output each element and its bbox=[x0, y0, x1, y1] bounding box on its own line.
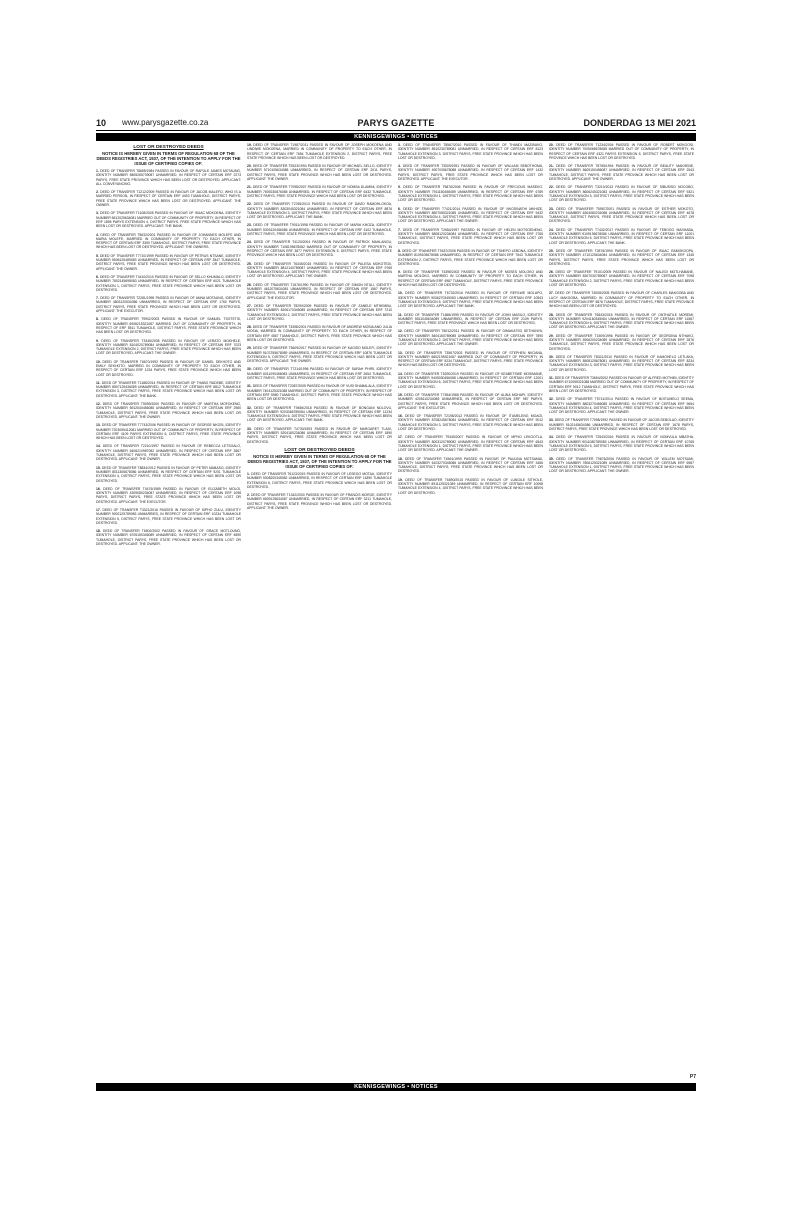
notice-columns bbox=[96, 143, 696, 1081]
notice-text: DEED OF TRANSFER T8765/1994 PASSED IN FAVOUR OF BEAUTY MAKHENE, IDENTITY NUMBER 5609150456087 UNMARRIED, IN RESPECT OF CERTAIN ERF 2543 TUMAHOLE, DISTRICT PARYS, FREE STATE PROVINCE WHICH HAS BEEN LOST OR DESTROYED. APPLICANT: THE OWNER. bbox=[549, 164, 694, 182]
notice-text: DEED OF TRANSFER T8567/2010 PASSED IN FAVOUR OF THANDI MAZIBUKO, IDENTITY NUMBER 8510230789081 UNMARRIED, IN RESPECT OF CERTAIN ERF 8123 TUMAHOLE EXTENSION 3, DISTRICT PARYS, FREE STATE PROVINCE WHICH HAS BEEN LOST OR DESTROYED. bbox=[398, 143, 543, 160]
notice-item bbox=[247, 304, 392, 321]
notice-item bbox=[247, 223, 392, 236]
notice-item bbox=[398, 329, 543, 346]
notice-number: 30. bbox=[247, 367, 252, 372]
notice-text: DEED OF TRANSFER T9902/2003 PASSED IN FAVOUR OF SAMUEL TSOTETSI, IDENTITY NUMBER 6908215321087 MARRIED OUT OF COMMUNITY OF PROPERTY, IN RESPECT OF ERF 5511 TUMAHOLE, DISTRICT PARYS, FREE STATE PROVINCE WHICH HAS BEEN LOST OR DESTROYED. bbox=[96, 317, 241, 335]
notice-text: DEED OF TRANSFER T1987/2011 PASSED IN FAVOUR OF JOSEPH MOKOENA AND LINDIWE MOKOENA, MARRIED IN COMMUNITY OF PROPERTY TO EACH OTHER, IN RESPECT OF CERTAIN ERF 7654 TUMAHOLE EXTENSION 2, DISTRICT PARYS, FREE STATE PROVINCE WHICH HAS BEEN LOST OR DESTROYED. bbox=[247, 143, 392, 160]
notice-number: 9. bbox=[398, 270, 401, 275]
notice-item bbox=[549, 207, 694, 224]
notice-item bbox=[398, 185, 543, 202]
notice-item bbox=[247, 384, 392, 401]
notice-item bbox=[96, 211, 241, 228]
notice-number: 8. bbox=[398, 248, 401, 253]
notice-number: 27. bbox=[549, 291, 554, 296]
notice-number: 1. bbox=[247, 471, 250, 476]
notice-item bbox=[96, 402, 241, 419]
notice-number: 17. bbox=[96, 508, 101, 512]
notice-item bbox=[96, 423, 241, 440]
notice-text: DEED OF TRANSFER T5741/2014 PASSED IN FAVOUR OF BOITUMELO SEEMA, IDENTITY NUMBER 8803270456085 UNMARRIED, IN RESPECT OF CERTAIN ERF 9654 TUMAHOLE EXTENSION 4, DISTRICT PARYS, FREE STATE PROVINCE WHICH HAS BEEN LOST OR DESTROYED. APPLICANT: THE OWNER. bbox=[549, 397, 694, 415]
notice-text: DEED OF TRANSFER T9456/2018 PASSED IN FAVOUR OF BONGANI NDLOVU, IDENTITY NUMBER 9203065789084 UNMARRIED, IN RESPECT OF CERTAIN ERF 11234 TUMAHOLE EXTENSION 6, DISTRICT PARYS, FREE STATE PROVINCE WHICH HAS BEEN LOST OR DESTROYED. APPLICANT: THE BANK. bbox=[247, 405, 392, 423]
notice-text: DEED OF TRANSFER T3345/2008 PASSED IN FAVOUR OF LERATO MOKHELE, IDENTITY NUMBER 8104020789084 UNMARRIED, IN RESPECT OF CERTAIN ERF 7023 TUMAHOLE EXTENSION 2, DISTRICT PARYS, FREE STATE PROVINCE WHICH HAS BEEN LOST OR DESTROYED. APPLICANT: THE OWNER. bbox=[96, 338, 241, 356]
notice-column bbox=[96, 143, 241, 1081]
notice-item bbox=[247, 493, 392, 510]
notice-item bbox=[398, 313, 543, 326]
notice-text: DEED OF TRANSFER T5099/2000 PASSED IN FAVOUR OF MARTHA MOFOKENG, IDENTITY NUMBER 5912040456085 UNMARRIED, IN RESPECT OF CERTAIN ERF 2980 TUMAHOLE, DISTRICT PARYS, FREE STATE PROVINCE WHICH HAS BEEN LOST OR DESTROYED. APPLICANT: THE OWNER. bbox=[96, 402, 241, 419]
notice-item bbox=[96, 296, 241, 313]
notice-number: 5. bbox=[96, 253, 99, 258]
notice-number: 29. bbox=[549, 333, 554, 338]
notice-text: DEED OF TRANSFER T6890/2015 PASSED IN FAVOUR OF LUNGILE SITHOLE, IDENTITY NUMBER 8911125321089 UNMARRIED, IN RESPECT OF CERTAIN ERF 10098 TUMAHOLE EXTENSION 4, DISTRICT PARYS, FREE STATE PROVINCE WHICH HAS BEEN LOST OR DESTROYED. bbox=[398, 477, 543, 495]
notice-heading-subtitle: NOTICE IS HEREBY GIVEN IN TERMS OF REGULATION 68 OF THE DEEDS REGISTRIES ACT, 1937, OF THE INTENTION TO APPLY FOR THE ISSUE OF CERTIFIED COPIES OF: bbox=[96, 151, 241, 166]
notice-number: 3. bbox=[96, 211, 99, 216]
issue-date: DONDERDAG 13 MEI 2021 bbox=[583, 118, 696, 128]
notice-item bbox=[398, 435, 543, 452]
notice-number: 31. bbox=[247, 384, 252, 389]
notice-number: 32. bbox=[247, 405, 252, 410]
notice-item bbox=[96, 275, 241, 292]
notice-number: 10. bbox=[398, 291, 403, 296]
notice-text: DEED OF TRANSFER T7743/2006 PASSED IN FAVOUR OF GEORGE NKOSI, IDENTITY NUMBER 7203055412081 MARRIED OUT OF COMMUNITY OF PROPERTY, IN RESPECT OF CERTAIN ERF 4109 PARYS EXTENSION 6, DISTRICT PARYS, FREE STATE PROVINCE WHICH HAS BEEN LOST OR DESTROYED. bbox=[96, 423, 241, 441]
notice-text: DEED OF TRANSFER T4561/1999 PASSED IN FAVOUR OF PAULINA MOTSAMAI, IDENTITY NUMBER 6103270345086 UNMARRIED, IN RESPECT OF CERTAIN ERF 3456 TUMAHOLE, DISTRICT PARYS, FREE STATE PROVINCE WHICH HAS BEEN LOST OR DESTROYED. bbox=[398, 456, 543, 474]
notice-text: DEED OF TRANSFER T6670/1992 PASSED IN FAVOUR OF DANIEL SEKHOTO AND EMILY SEKHOTO, MARRIED IN COMMUNITY OF PROPERTY TO EACH OTHER, IN RESPECT OF CERTAIN ERF 1234 PARYS, FREE STATE PROVINCE WHICH HAS BEEN LOST OR DESTROYED. bbox=[96, 359, 241, 377]
notice-number: 5. bbox=[398, 185, 401, 190]
notice-item bbox=[549, 164, 694, 181]
notice-number: 18. bbox=[398, 456, 403, 461]
notice-number: 17. bbox=[398, 435, 403, 440]
notice-number: 27. bbox=[247, 303, 252, 308]
notice-item bbox=[549, 355, 694, 372]
notice-number: 3. bbox=[398, 143, 401, 147]
notice-text: DEED OF TRANSFER T3321/2016 PASSED IN FAVOUR OF SIPHO ZULU, IDENTITY NUMBER 9002125789083 UNMARRIED, IN RESPECT OF CERTAIN ERF 10234 TUMAHOLE EXTENSION 5, DISTRICT PARYS, FREE STATE PROVINCE WHICH HAS BEEN LOST OR DESTROYED. bbox=[96, 508, 241, 525]
notice-item bbox=[96, 529, 241, 546]
notice-number: 2. bbox=[247, 493, 250, 498]
notice-text: DEED OF TRANSFER T7098/1992 PASSED IN FAVOUR OF JACOB SEBOLAO, IDENTITY NUMBER 5102145634086 UNMARRIED, IN RESPECT OF CERTAIN ERF 1678 PARYS, DISTRICT PARYS, FREE STATE PROVINCE WHICH HAS BEEN LOST OR DESTROYED. bbox=[549, 418, 694, 432]
notice-item bbox=[398, 372, 543, 389]
notice-number: 4. bbox=[96, 232, 99, 237]
section-label-bottom: KENNISGEWINGS • NOTICES bbox=[96, 1083, 696, 1091]
notice-item bbox=[247, 185, 392, 198]
notice-number: 2. bbox=[96, 190, 99, 195]
notice-number: 35. bbox=[549, 456, 554, 461]
notice-text: DEED OF TRANSFER T6502/2002 PASSED IN FAVOUR OF GRACE MOTLOUNG, IDENTITY NUMBER 6705150345089 UNMARRIED, IN RESPECT OF CERTAIN ERF 4890 TUMAHOLE, DISTRICT PARYS, FREE STATE PROVINCE WHICH HAS BEEN LOST OR DESTROYED. APPLICANT: THE OWNER. bbox=[96, 529, 241, 547]
page-reference: P7 bbox=[689, 1074, 696, 1080]
notice-item bbox=[398, 207, 543, 224]
notice-number: 6. bbox=[398, 206, 401, 211]
notice-number: 14. bbox=[96, 444, 101, 449]
notice-number: 30. bbox=[549, 354, 554, 359]
notice-item bbox=[398, 351, 543, 368]
notice-text: DEED OF TRANSFER T2876/1990 PASSED IN FAVOUR OF ISAAC RAMOKGOPA, IDENTITY NUMBER 4710125634084 UNMARRIED, IN RESPECT OF CERTAIN ERF 1345 PARYS, DISTRICT PARYS, FREE STATE PROVINCE WHICH HAS BEEN LOST OR DESTROYED. bbox=[549, 248, 694, 266]
notice-item bbox=[398, 228, 543, 245]
notice-number: 28. bbox=[247, 325, 252, 330]
notice-number: 20. bbox=[247, 164, 252, 169]
notice-text: DEED OF TRANSFER T8655/1984 PASSED IN FAVOUR OF RAPULE JAMES MOTAUNG, IDENTITY NUMBER 5805265739087 UNMARRIED, IN RESPECT OF CERTAIN ERF 2273 PARYS, FREE STATE PROVINCE WHICH HAS BEEN LOST OR DESTROYED. APPLICANT: ALL CONVEYANCING. bbox=[96, 169, 241, 186]
notice-text: DEED OF TRANSFER T3567/2003 PASSED IN FAVOUR OF STEPHEN NKOANA, IDENTITY NUMBER 6802195321087 MARRIED OUT OF COMMUNITY OF PROPERTY, IN RESPECT OF CERTAIN ERF 5234 TUMAHOLE, DISTRICT PARYS, FREE STATE PROVINCE WHICH HAS BEEN LOST OR DESTROYED. bbox=[398, 350, 543, 368]
notice-text: DEED OF TRANSFER T4120/2004 PASSED IN FAVOUR OF PATRICK MAHLANGU, IDENTITY NUMBER 7108195678082 MARRIED OUT OF COMMUNITY OF PROPERTY, IN RESPECT OF CERTAIN ERF 3877 PARYS EXTENSION 5, DISTRICT PARYS, FREE STATE PROVINCE WHICH HAS BEEN LOST OR DESTROYED. bbox=[247, 240, 392, 258]
notice-heading-subtitle: NOTICE IS HEREBY GIVEN IN TERMS OF REGULATION 68 OF THE DEEDS REGISTRIES ACT, 1937, OF THE INTENTION TO APPLY FOR THE ISSUE OF CERTIFIED COPIES OF: bbox=[247, 453, 392, 469]
notice-item bbox=[549, 397, 694, 414]
notice-number: 25. bbox=[247, 261, 252, 266]
notice-number: 7. bbox=[96, 296, 99, 301]
notice-text: DEED OF TRANSFER T1509/1996 PASSED IN FAVOUR OF GEORGINA NTHAKO, IDENTITY NUMBER 5906200234089 UNMARRIED, IN RESPECT OF CERTAIN ERF 2876 TUMAHOLE, DISTRICT PARYS, FREE STATE PROVINCE WHICH HAS BEEN LOST OR DESTROYED. bbox=[549, 333, 694, 351]
notice-text: DEED OF TRANSFER T9101/2009 PASSED IN FAVOUR OF NALEDI MOTLHABANE, IDENTITY NUMBER 8307030789087 UNMARRIED, IN RESPECT OF CERTAIN ERF 7098 TUMAHOLE EXTENSION 2, DISTRICT PARYS, FREE STATE PROVINCE WHICH HAS BEEN LOST OR DESTROYED. bbox=[549, 270, 694, 288]
notice-text: DEED OF TRANSFER T6543/2018 PASSED IN FAVOUR OF ONTHATILE MOREMI, IDENTITY NUMBER 9204160345084 UNMARRIED, IN RESPECT OF CERTAIN ERF 11567 TUMAHOLE EXTENSION 6, DISTRICT PARYS, FREE STATE PROVINCE WHICH HAS BEEN LOST OR DESTROYED. APPLICANT: THE OWNER. bbox=[549, 312, 694, 330]
notice-number: 11. bbox=[96, 380, 101, 385]
notice-column bbox=[549, 143, 694, 1081]
notice-item bbox=[549, 334, 694, 351]
notice-number: 28. bbox=[549, 312, 554, 317]
notice-number: 29. bbox=[247, 346, 252, 351]
notice-text: DEED OF TRANSFER T8290/2009 PASSED IN FAVOUR OF ZANELE MTHEMBU, IDENTITY NUMBER 8206170345085 UNMARRIED, IN RESPECT OF CERTAIN ERF 7210 TUMAHOLE EXTENSION 2, DISTRICT PARYS, FREE STATE PROVINCE WHICH HAS BEEN LOST OR DESTROYED. bbox=[247, 303, 392, 321]
notice-number: 1. bbox=[96, 169, 99, 173]
notice-text: DEED OF TRANSFER T7710/1999 PASSED IN FAVOUR OF PETRUS NTSANE, IDENTITY NUMBER 5506125489083 UNMARRIED, IN RESPECT OF CERTAIN ERF 2847 TUMAHOLE, DISTRICT PARYS, FREE STATE PROVINCE WHICH HAS BEEN LOST OR DESTROYED. APPLICANT: THE OWNER. bbox=[96, 253, 241, 271]
notice-text: DEED OF TRANSFER T9876/2006 PASSED IN FAVOUR OF WILLEM MOTSUMI, IDENTITY NUMBER 7806125321089 UNMARRIED, IN RESPECT OF CERTAIN ERF 6987 TUMAHOLE EXTENSION 1, DISTRICT PARYS, FREE STATE PROVINCE WHICH HAS BEEN LOST OR DESTROYED. APPLICANT: THE OWNER. bbox=[549, 456, 694, 474]
notice-text: DEED OF TRANSFER T1576/1990 PASSED IN FAVOUR OF SIMON NTULI, IDENTITY NUMBER 4612075634081 UNMARRIED, IN RESPECT OF CERTAIN ERF 1567 PARYS, DISTRICT PARYS, FREE STATE PROVINCE WHICH HAS BEEN LOST OR DESTROYED. APPLICANT: THE EXECUTOR. bbox=[247, 282, 392, 300]
notice-item bbox=[398, 270, 543, 287]
notice-item bbox=[247, 240, 392, 257]
notice-text: DEED OF TRANSFER T7432/2017 PASSED IN FAVOUR OF TEBOGO MASHABA, IDENTITY NUMBER 9109195678086 UNMARRIED, IN RESPECT OF CERTAIN ERF 11001 TUMAHOLE EXTENSION 5, DISTRICT PARYS, FREE STATE PROVINCE WHICH HAS BEEN LOST OR DESTROYED. APPLICANT: THE BANK. bbox=[549, 227, 694, 245]
notice-item bbox=[247, 346, 392, 363]
notice-number: 21. bbox=[549, 164, 554, 169]
notice-number: 26. bbox=[247, 282, 252, 287]
notice-item bbox=[96, 466, 241, 483]
notice-number: 16. bbox=[96, 486, 101, 491]
notice-text: DEED OF TRANSFER T1212/2009 PASSED IN FAVOUR OF JACOB MALEFO, WHO IS A MARRIED PERSON, IN RESPECT OF CERTAIN ERF 4453 TUMAHOLE, DISTRICT PARYS, FREE STATE PROVINCE WHICH HAS BEEN LOST OR DESTROYED. APPLICANT: THE OWNER. bbox=[96, 190, 241, 208]
notice-item bbox=[398, 143, 543, 160]
notice-item bbox=[96, 508, 241, 525]
notice-item bbox=[247, 283, 392, 300]
notice-number: 20. bbox=[549, 143, 554, 147]
notice-text: DEED OF TRANSFER T6732/2016 PASSED IN FAVOUR OF REFILWE MOLAPO, IDENTITY NUMBER 9006270345083 UNMARRIED, IN RESPECT OF CERTAIN ERF 10543 TUMAHOLE EXTENSION 5, DISTRICT PARYS, FREE STATE PROVINCE WHICH HAS BEEN LOST OR DESTROYED. APPLICANT: THE BANK. bbox=[398, 291, 543, 309]
notice-item bbox=[247, 427, 392, 444]
notice-number: 16. bbox=[398, 414, 403, 419]
notice-number: 18. bbox=[96, 529, 101, 534]
notice-item bbox=[96, 317, 241, 334]
notice-item bbox=[247, 202, 392, 219]
notice-text: DEED OF TRANSFER T2765/2013 PASSED IN FAVOUR OF DAVID RAMOHLOKOA, IDENTITY NUMBER 8303045321084 UNMARRIED, IN RESPECT OF CERTAIN ERF 8876 TUMAHOLE EXTENSION 3, DISTRICT PARYS, FREE STATE PROVINCE WHICH HAS BEEN LOST OR DESTROYED. APPLICANT: THE BANK. bbox=[247, 202, 392, 220]
notice-item bbox=[247, 406, 392, 423]
notice-text: DEED OF TRANSFER T9345/2007 PASSED IN FAVOUR OF MPHO LEKGOTLA, IDENTITY NUMBER 8003120789082 UNMARRIED, IN RESPECT OF CERTAIN ERF 6543 TUMAHOLE EXTENSION 1, DISTRICT PARYS, FREE STATE PROVINCE WHICH HAS BEEN LOST OR DESTROYED. APPLICANT: THE OWNER. bbox=[398, 435, 543, 453]
notice-item bbox=[247, 143, 392, 160]
notice-text: DEED OF TRANSFER T1865/1995 PASSED IN FAVOUR OF JOHN MASILO, IDENTITY NUMBER 5511045634089 UNMARRIED, IN RESPECT OF CERTAIN ERF 2109 PARYS, DISTRICT PARYS, FREE STATE PROVINCE WHICH HAS BEEN LOST OR DESTROYED. bbox=[398, 312, 543, 326]
notice-number: 31. bbox=[549, 376, 554, 381]
notice-text: DEED OF TRANSFER T7098/2007 PASSED IN FAVOUR OF NOMSA DLAMINI, IDENTITY NUMBER 7609230876085 UNMARRIED, IN RESPECT OF CERTAIN ERF 6432 TUMAHOLE, DISTRICT PARYS, FREE STATE PROVINCE WHICH HAS BEEN LOST OR DESTROYED. bbox=[247, 185, 392, 198]
notice-number: 22. bbox=[549, 185, 554, 190]
notice-item bbox=[549, 376, 694, 393]
notice-item bbox=[247, 325, 392, 342]
notice-text: DEED OF TRANSFER T3654/2002 PASSED IN FAVOUR OF ALFRED MOTHIBI, IDENTITY NUMBER 6710055321088 MARRIED OUT OF COMMUNITY OF PROPERTY, IN RESPECT OF CERTAIN ERF 5012 TUMAHOLE, DISTRICT PARYS, FREE STATE PROVINCE WHICH HAS BEEN LOST OR DESTROYED. bbox=[549, 376, 694, 393]
notice-text: DEED OF TRANSFER T5609/2017 PASSED IN FAVOUR OF KAGISO MOLEFI, IDENTITY NUMBER 9107255678089 UNMARRIED, IN RESPECT OF CERTAIN ERF 10876 TUMAHOLE EXTENSION 5, DISTRICT PARYS, FREE STATE PROVINCE WHICH HAS BEEN LOST OR DESTROYED. APPLICANT: THE OWNER. bbox=[247, 346, 392, 364]
notice-text: DEED OF TRANSFER T9011/1998 PASSED IN FAVOUR OF MARIA KHOZA, IDENTITY NUMBER 5303120456086 UNMARRIED, IN RESPECT OF CERTAIN ERF 3102 TUMAHOLE, DISTRICT PARYS, FREE STATE PROVINCE WHICH HAS BEEN LOST OR DESTROYED. bbox=[247, 223, 392, 237]
notice-number: 7. bbox=[398, 227, 401, 232]
notice-text: DEED OF TRANSFER T2281/1995 PASSED IN FAVOUR OF ANNA MOTAUNG, IDENTITY NUMBER 4803120534086 UNMARRIED, IN RESPECT OF CERTAIN ERF 1760 PARYS, DISTRICT PARYS, FREE STATE PROVINCE WHICH HAS BEEN LOST OR DESTROYED. APPLICANT: THE EXECUTOR. bbox=[96, 296, 241, 314]
notice-text: DEED OF TRANSFER T3398/2001 PASSED IN FAVOUR OF ANDREW MOSIA AND JULIA MOSIA, MARRIED IN COMMUNITY OF PROPERTY TO EACH OTHER, IN RESPECT OF CERTAIN ERF 4567 TUMAHOLE, DISTRICT PARYS, FREE STATE PROVINCE WHICH HAS BEEN LOST OR DESTROYED. bbox=[247, 325, 392, 342]
notice-item bbox=[398, 393, 543, 410]
notice-item bbox=[549, 270, 694, 287]
notice-number: 15. bbox=[398, 392, 403, 397]
notice-item bbox=[247, 164, 392, 181]
notice-text: DEED OF TRANSFER T3009/1991 PASSED IN FAVOUR OF WILLIAM SEBOTHOMA, IDENTITY NUMBER 4907035678088 UNMARRIED, IN RESPECT OF CERTAIN ERF 1432 PARYS, DISTRICT PARYS, FREE STATE PROVINCE WHICH HAS BEEN LOST OR DESTROYED. APPLICANT: THE EXECUTOR. bbox=[398, 164, 543, 182]
page-header bbox=[96, 116, 696, 131]
notice-text: DEED OF TRANSFER T7214/1996 PASSED IN FAVOUR OF SARAH PHIRI, IDENTITY NUMBER 6011090456083 UNMARRIED, IN RESPECT OF CERTAIN ERF 2654 TUMAHOLE, DISTRICT PARYS, FREE STATE PROVINCE WHICH HAS BEEN LOST OR DESTROYED. bbox=[247, 367, 392, 381]
notice-text: DEED OF TRANSFER T4476/1989 PASSED IN FAVOUR OF ELIZABETH MOLOI, IDENTITY NUMBER 4309080234087 UNMARRIED, IN RESPECT OF CERTAIN ERF 1098 PARYS, DISTRICT PARYS, FREE STATE PROVINCE WHICH HAS BEEN LOST OR DESTROYED. APPLICANT: THE EXECUTOR. bbox=[96, 486, 241, 504]
notice-item bbox=[247, 472, 392, 489]
notice-text: DEED OF TRANSFER T8012/2011 PASSED IN FAVOUR OF DIMAKATSO SETHUNYA, IDENTITY NUMBER 8404160789085 UNMARRIED, IN RESPECT OF CERTAIN ERF 7890 TUMAHOLE EXTENSION 2, DISTRICT PARYS, FREE STATE PROVINCE WHICH HAS BEEN LOST OR DESTROYED. APPLICANT: THE OWNER. bbox=[398, 329, 543, 347]
notice-text: DEED OF TRANSFER T7654/1988 PASSED IN FAVOUR OF ALINA MOHAPI, IDENTITY NUMBER 4205110234085 UNMARRIED, IN RESPECT OF CERTAIN ERF 987 PARYS, DISTRICT PARYS, FREE STATE PROVINCE WHICH HAS BEEN LOST OR DESTROYED. APPLICANT: THE EXECUTOR. bbox=[398, 392, 543, 410]
notice-number: 19. bbox=[247, 143, 252, 147]
notice-item bbox=[549, 418, 694, 431]
notice-text: DEED OF TRANSFER T1234/2004 PASSED IN FAVOUR OF ROBERT MOKGOSI, IDENTITY NUMBER 7005065678085 MARRIED OUT OF COMMUNITY OF PROPERTY, IN RESPECT OF CERTAIN ERF 4321 PARYS EXTENSION 5, DISTRICT PARYS, FREE STATE PROVINCE WHICH HAS BEEN LOST OR DESTROYED. bbox=[549, 143, 694, 160]
notice-item bbox=[96, 444, 241, 461]
notice-text: DEED OF TRANSFER T5632/2001 PASSED IN FAVOUR OF JOHANNES MOLEFE AND MARIA MOLEFE, MARRIED IN COMMUNITY OF PROPERTY TO EACH OTHER, IN RESPECT OF CERTAIN ERF 3390 TUMAHOLE, DISTRICT PARYS, FREE STATE PROVINCE WHICH HAS BEEN LOST OR DESTROYED. APPLICANT: THE OWNERS. bbox=[96, 232, 241, 250]
notice-text: DEED OF TRANSFER T2210/1997 PASSED IN FAVOUR OF REBECCA LETSOALO, IDENTITY NUMBER 6406210987082 UNMARRIED, IN RESPECT OF CERTAIN ERF 3567 TUMAHOLE, DISTRICT PARYS, FREE STATE PROVINCE WHICH HAS BEEN LOST OR DESTROYED. APPLICANT: THE OWNER. bbox=[96, 444, 241, 462]
notice-number: 23. bbox=[549, 206, 554, 211]
notice-text: DEED OF TRANSFER T6345/2015 PASSED IN FAVOUR OF PALESA MOKOTEDI, IDENTITY NUMBER 8812140789087 UNMARRIED, IN RESPECT OF CERTAIN ERF 9765 TUMAHOLE EXTENSION 4, DISTRICT PARYS, FREE STATE PROVINCE WHICH HAS BEEN LOST OR DESTROYED. APPLICANT: THE OWNER. bbox=[247, 261, 392, 279]
notice-column bbox=[247, 143, 392, 1081]
notice-item bbox=[96, 169, 241, 186]
notice-number: 19. bbox=[398, 477, 403, 482]
notice-text: DEED OF TRANSFER T4730/1993 PASSED IN FAVOUR OF MARGARET TLADI, IDENTITY NUMBER 5204180234086 UNMARRIED, IN RESPECT OF CERTAIN ERF 1890 PARYS, DISTRICT PARYS, FREE STATE PROVINCE WHICH HAS BEEN LOST OR DESTROYED. bbox=[247, 426, 392, 444]
notice-item bbox=[549, 457, 694, 474]
notice-text: DEED OF TRANSFER T8834/2012 PASSED IN FAVOUR OF PETER MABASO, IDENTITY NUMBER 8011305678086 UNMARRIED, IN RESPECT OF CERTAIN ERF 9201 TUMAHOLE EXTENSION 4, DISTRICT PARYS, FREE STATE PROVINCE WHICH HAS BEEN LOST OR DESTROYED. bbox=[96, 465, 241, 483]
notice-text: DEED OF TRANSFER T1342/2000 PASSED IN FAVOUR OF FRANCIS MOROE, IDENTITY NUMBER 6509125634087 UNMARRIED, IN RESPECT OF CERTAIN ERF 3211 TUMAHOLE, DISTRICT PARYS, FREE STATE PROVINCE WHICH HAS BEEN LOST OR DESTROYED. APPLICANT: THE OWNER. bbox=[247, 493, 392, 510]
notice-text: DEED OF TRANSFER T6123/2019 PASSED IN FAVOUR OF LESEGO MOTAU, IDENTITY NUMBER 9308200345082 UNMARRIED, IN RESPECT OF CERTAIN ERF 11890 TUMAHOLE EXTENSION 6, DISTRICT PARYS, FREE STATE PROVINCE WHICH HAS BEEN LOST OR DESTROYED. bbox=[247, 471, 392, 489]
notice-text: DEED OF TRANSFER T4410/2010 PASSED IN FAVOUR OF SELLO KHUMALO, IDENTITY NUMBER 7802145698083 UNMARRIED, IN RESPECT OF CERTAIN ERF 6021 TUMAHOLE EXTENSION 1, DISTRICT PARYS, FREE STATE PROVINCE WHICH HAS BEEN LOST OR DESTROYED. bbox=[96, 274, 241, 292]
notice-number: 34. bbox=[549, 435, 554, 440]
notice-number: 25. bbox=[549, 248, 554, 253]
notice-text: DEED OF TRANSFER T1108/2005 PASSED IN FAVOUR OF ISAAC MOKOENA, IDENTITY NUMBER 6512025634081 MARRIED OUT OF COMMUNITY OF PROPERTY, IN RESPECT OF ERF 1895 PARYS EXTENSION 4, DISTRICT PARYS, FREE STATE PROVINCE WHICH HAS BEEN LOST OR DESTROYED. APPLICANT: THE BANK. bbox=[96, 211, 241, 229]
notice-text: DEED OF TRANSFER T4398/2002 PASSED IN FAVOUR OF MOSES MOLOKO AND MARTHA MOLOKO, MARRIED IN COMMUNITY OF PROPERTY TO EACH OTHER, IN RESPECT OF CERTAIN ERF 4987 TUMAHOLE, DISTRICT PARYS, FREE STATE PROVINCE WHICH HAS BEEN LOST OR DESTROYED. bbox=[398, 270, 543, 288]
notice-text: DEED OF TRANSFER T7421/2014 PASSED IN FAVOUR OF NKOSINATHI MKHIZE, IDENTITY NUMBER 8607085321085 UNMARRIED, IN RESPECT OF CERTAIN ERF 9432 TUMAHOLE EXTENSION 4, DISTRICT PARYS, FREE STATE PROVINCE WHICH HAS BEEN LOST OR DESTROYED. APPLICANT: THE OWNER. bbox=[398, 206, 543, 224]
notice-text: DEED OF TRANSFER T9187/2008 PASSED IN FAVOUR OF TSHEPO LEBONA, IDENTITY NUMBER 8109105678086 UNMARRIED, IN RESPECT OF CERTAIN ERF 7543 TUMAHOLE EXTENSION 2, DISTRICT PARYS, FREE STATE PROVINCE WHICH HAS BEEN LOST OR DESTROYED. bbox=[398, 248, 543, 266]
notice-item bbox=[398, 478, 543, 495]
notice-item bbox=[96, 190, 241, 207]
section-label-top: KENNISGEWINGS • NOTICES bbox=[96, 133, 696, 141]
notice-heading-title: LOST OR DESTROYED DEEDS bbox=[284, 447, 355, 453]
notice-number: 23. bbox=[247, 223, 252, 228]
notice-number: 32. bbox=[549, 397, 554, 402]
notice-item bbox=[96, 233, 241, 250]
notice-number: 4. bbox=[398, 164, 401, 169]
notice-number: 22. bbox=[247, 202, 252, 207]
notice-number: 12. bbox=[398, 329, 403, 334]
notice-item bbox=[398, 414, 543, 431]
notice-number: 33. bbox=[247, 426, 252, 431]
notice-number: 15. bbox=[96, 465, 101, 470]
notice-item bbox=[247, 262, 392, 279]
notice-item bbox=[398, 291, 543, 308]
notice-item bbox=[96, 381, 241, 398]
notice-text: DEED OF TRANSFER T1188/2014 PASSED IN FAVOUR OF THABO RADEBE, IDENTITY NUMBER 8507125436089 UNMARRIED, IN RESPECT OF CERTAIN ERF 8812 TUMAHOLE EXTENSION 3, DISTRICT PARYS, FREE STATE PROVINCE WHICH HAS BEEN LOST OR DESTROYED. APPLICANT: THE BANK. bbox=[96, 380, 241, 398]
notice-item bbox=[549, 313, 694, 330]
notice-text: DEED OF TRANSFER T5523/1994 PASSED IN FAVOUR OF MICHAEL SELLO, IDENTITY NUMBER 5710105634088 UNMARRIED, IN RESPECT OF CERTAIN ERF 2011 PARYS, DISTRICT PARYS, FREE STATE PROVINCE WHICH HAS BEEN LOST OR DESTROYED. APPLICANT: THE OWNER. bbox=[247, 164, 392, 182]
notice-text: DEED OF TRANSFER T8321/2010 PASSED IN FAVOUR OF KAMOHELO LETLAKA, IDENTITY NUMBER 8508125678081 UNMARRIED, IN RESPECT OF CERTAIN ERF 8234 TUMAHOLE EXTENSION 3, DISTRICT PARYS, FREE STATE PROVINCE WHICH HAS BEEN LOST OR DESTROYED. bbox=[549, 354, 694, 372]
notice-number: 26. bbox=[549, 270, 554, 275]
notice-item bbox=[549, 185, 694, 202]
notice-item bbox=[398, 457, 543, 474]
notice-number: 13. bbox=[96, 423, 101, 428]
notice-text: DEED OF TRANSFER T5290/2019 PASSED IN FAVOUR OF KEABETSWE MOSIMANE, IDENTITY NUMBER 9405030456088 UNMARRIED, IN RESPECT OF CERTAIN ERF 12001 TUMAHOLE EXTENSION 6, DISTRICT PARYS, FREE STATE PROVINCE WHICH HAS BEEN LOST OR DESTROYED. bbox=[398, 371, 543, 389]
notice-number: 11. bbox=[398, 312, 403, 317]
notice-number: 24. bbox=[247, 240, 252, 245]
notice-number: 13. bbox=[398, 350, 403, 355]
notice-text: DEED OF TRANSFER T2543/2016 PASSED IN FAVOUR OF NOMVULA MBATHA, IDENTITY NUMBER 9011080789083 UNMARRIED, IN RESPECT OF CERTAIN ERF 10765 TUMAHOLE EXTENSION 5, DISTRICT PARYS, FREE STATE PROVINCE WHICH HAS BEEN LOST OR DESTROYED. bbox=[549, 435, 694, 453]
notice-number: 14. bbox=[398, 371, 403, 376]
notice-item bbox=[398, 164, 543, 181]
notice-number: 10. bbox=[96, 359, 101, 364]
page-number: 10 bbox=[96, 118, 107, 128]
newspaper-title: PARYS GAZETTE bbox=[357, 118, 435, 128]
notice-text: DEED OF TRANSFER T3210/2013 PASSED IN FAVOUR OF SIBUSISO NGCOBO, IDENTITY NUMBER 8606245321083 UNMARRIED, IN RESPECT OF CERTAIN ERF 9321 TUMAHOLE EXTENSION 3, DISTRICT PARYS, FREE STATE PROVINCE WHICH HAS BEEN LOST OR DESTROYED. bbox=[549, 185, 694, 203]
notice-text: DEED OF TRANSFER T5987/2001 PASSED IN FAVOUR OF ESTHER MOKOTO, IDENTITY NUMBER 6304080234088 UNMARRIED, IN RESPECT OF CERTAIN ERF 4678 TUMAHOLE, DISTRICT PARYS, FREE STATE PROVINCE WHICH HAS BEEN LOST OR DESTROYED. bbox=[549, 206, 694, 224]
notice-item bbox=[96, 254, 241, 271]
notice-column bbox=[398, 143, 543, 1081]
notice-item bbox=[549, 291, 694, 308]
notice-item bbox=[96, 360, 241, 377]
notice-heading bbox=[247, 448, 392, 469]
notice-number: 9. bbox=[96, 338, 99, 343]
notice-item bbox=[549, 143, 694, 160]
notice-heading-title: LOST OR DESTROYED DEEDS bbox=[133, 145, 204, 150]
notice-text: DEED OF TRANSFER T2654/1997 PASSED IN FAVOUR OF HELEN MOTSOENENG, IDENTITY NUMBER 5808120234084 UNMARRIED, IN RESPECT OF CERTAIN ERF 2765 TUMAHOLE, DISTRICT PARYS, FREE STATE PROVINCE WHICH HAS BEEN LOST OR DESTROYED. bbox=[398, 227, 543, 245]
notice-item bbox=[549, 435, 694, 452]
website-url[interactable]: www.parysgazette.co.za bbox=[122, 118, 209, 127]
notice-heading bbox=[96, 145, 241, 166]
notice-number: 8. bbox=[96, 317, 99, 322]
notice-item bbox=[96, 487, 241, 504]
notice-text: DEED OF TRANSFER T4008/2005 PASSED IN FAVOUR OF CHARLES MAKGOBA AND LUCY MAKGOBA, MARRIED IN COMMUNITY OF PROPERTY TO EACH OTHER, IN RESPECT OF CERTAIN ERF 5876 TUMAHOLE, DISTRICT PARYS, FREE STATE PROVINCE WHICH HAS BEEN LOST OR DESTROYED. bbox=[549, 291, 694, 309]
notice-number: 33. bbox=[549, 418, 554, 423]
notice-item bbox=[549, 228, 694, 245]
notice-item bbox=[96, 339, 241, 356]
notice-item bbox=[398, 249, 543, 266]
notice-item bbox=[247, 367, 392, 380]
notice-text: DEED OF TRANSFER T2198/2012 PASSED IN FAVOUR OF ITUMELENG MOAGI, IDENTITY NUMBER 8708245678084 UNMARRIED, IN RESPECT OF CERTAIN ERF 9012 TUMAHOLE EXTENSION 3, DISTRICT PARYS, FREE STATE PROVINCE WHICH HAS BEEN LOST OR DESTROYED. bbox=[398, 414, 543, 432]
notice-text: DEED OF TRANSFER T2087/2005 PASSED IN FAVOUR OF VUSI SHABALALA, IDENTITY NUMBER 7404125321088 MARRIED OUT OF COMMUNITY OF PROPERTY, IN RESPECT OF CERTAIN ERF 5980 TUMAHOLE, DISTRICT PARYS, FREE STATE PROVINCE WHICH HAS BEEN LOST OR DESTROYED. bbox=[247, 384, 392, 402]
notice-number: 12. bbox=[96, 402, 101, 407]
notice-number: 21. bbox=[247, 185, 252, 190]
notice-item bbox=[549, 249, 694, 266]
notice-number: 24. bbox=[549, 227, 554, 232]
notice-text: DEED OF TRANSFER T5876/2006 PASSED IN FAVOUR OF PRECIOUS MASEKO, IDENTITY NUMBER 7911150456089 UNMARRIED, IN RESPECT OF CERTAIN ERF 6789 TUMAHOLE EXTENSION 1, DISTRICT PARYS, FREE STATE PROVINCE WHICH HAS BEEN LOST OR DESTROYED. bbox=[398, 185, 543, 203]
notice-number: 6. bbox=[96, 274, 99, 279]
